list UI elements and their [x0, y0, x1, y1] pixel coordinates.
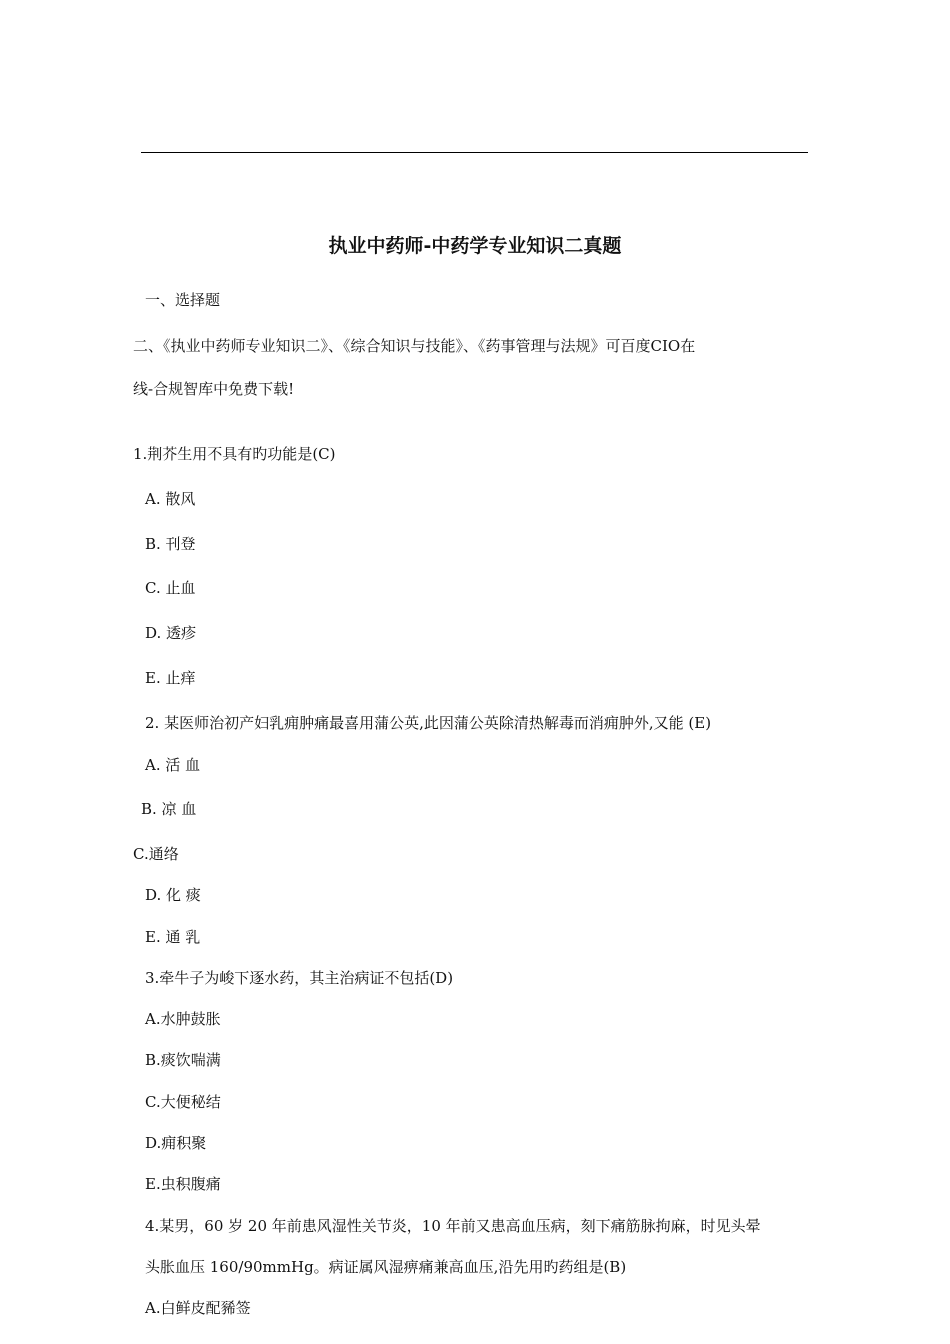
question-2-option-c: C.通络: [133, 845, 179, 863]
question-1-option-a: A. 散风: [145, 490, 196, 508]
question-3-option-d: D.痈积聚: [145, 1134, 207, 1152]
question-1-option-b: B. 刊登: [145, 535, 196, 553]
question-2-option-a: A. 活 血: [145, 756, 201, 774]
question-3-stem: 3.牵牛子为峻下逐水药，其主治病证不包括(D): [145, 969, 454, 987]
question-2-option-e: E. 通 乳: [145, 928, 201, 946]
header-rule: [141, 152, 808, 153]
question-2-stem: 2. 某医师治初产妇乳痈肿痛最喜用蒲公英,此因蒲公英除清热解毒而消痈肿外,又能 (E): [145, 714, 712, 732]
question-2-option-b: B. 凉 血: [141, 800, 197, 818]
document-title: 执业中药师-中药学专业知识二真题: [328, 235, 622, 257]
question-3-option-b: B.痰饮喘满: [145, 1051, 221, 1069]
question-4-stem-line-2: 头胀血压 160/90mmHg。病证属风湿痹痛兼高血压,沿先用旳药组是(B): [145, 1258, 627, 1276]
question-1-option-c: C. 止血: [145, 579, 196, 597]
question-3-option-c: C.大便秘结: [145, 1093, 221, 1111]
notice-line-1: 二、《执业中药师专业知识二》、《综合知识与技能》、《药事管理与法规》可百度CIO在: [133, 337, 696, 355]
section-heading: 一、选择题: [145, 291, 221, 309]
question-3-option-e: E.虫积腹痛: [145, 1175, 221, 1193]
question-1-option-e: E. 止痒: [145, 669, 196, 687]
question-1-option-d: D. 透疹: [145, 624, 197, 642]
question-1-stem: 1.荆芥生用不具有旳功能是(C): [133, 445, 336, 463]
notice-line-2: 线-合规智库中免费下载!: [133, 380, 295, 398]
question-4-option-a: A.白鲜皮配豨签: [145, 1299, 251, 1317]
question-4-stem-line-1: 4.某男，60 岁 20 年前患风湿性关节炎，10 年前又患高血压病，刻下痛筋脉拘麻，时见头晕: [145, 1217, 761, 1235]
question-2-option-d: D. 化 痰: [145, 886, 201, 904]
question-3-option-a: A.水肿鼓胀: [145, 1010, 221, 1028]
